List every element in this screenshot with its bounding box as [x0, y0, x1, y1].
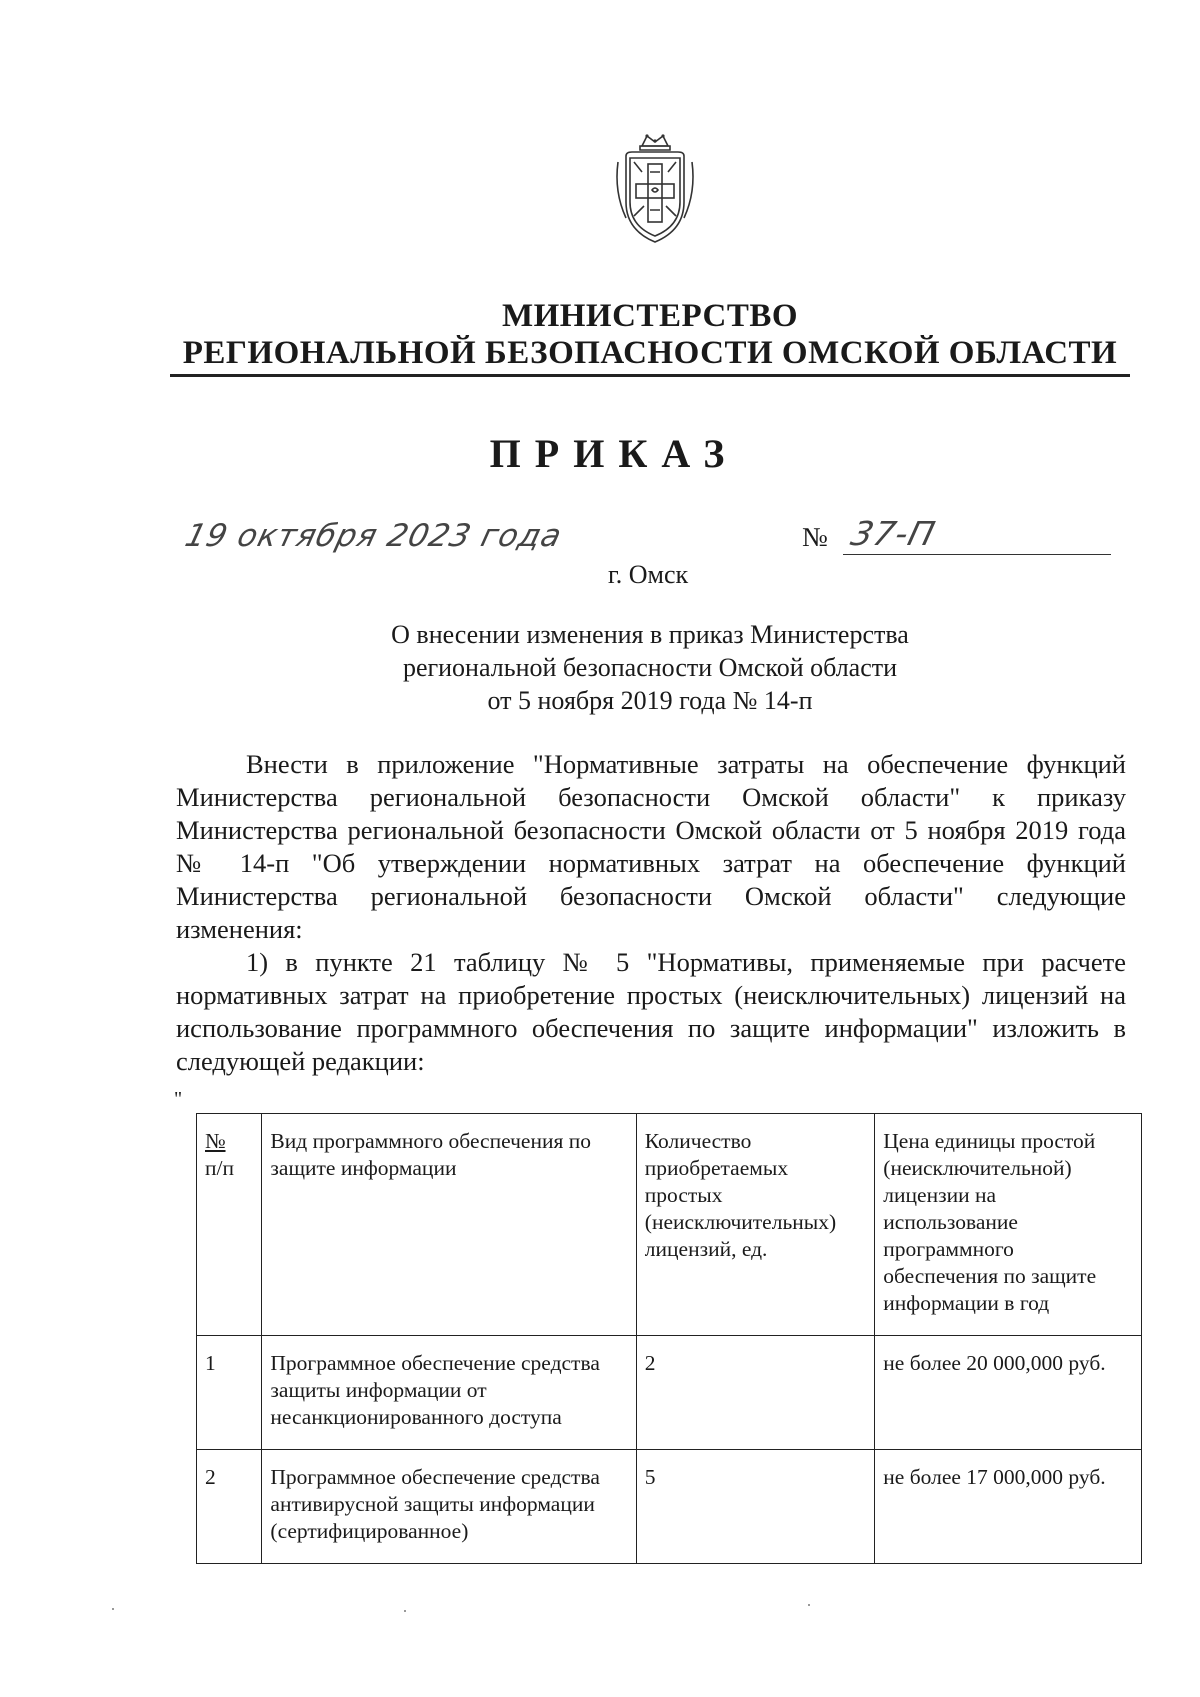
subject-line-1: О внесении изменения в приказ Министерства [391, 620, 909, 649]
row-price [875, 1336, 1142, 1450]
standards-table [196, 1113, 1142, 1564]
order-date-handwritten: 19 октября 2023 года [181, 518, 566, 554]
order-number-handwritten: 37-П [847, 514, 940, 553]
subject-line-2: региональной безопасности Омской области [402, 653, 898, 682]
order-number-line [843, 554, 1111, 555]
scan-speck [808, 1604, 810, 1606]
row-price-text: не более 17 000,000 руб. [883, 1465, 1106, 1489]
order-subject [280, 618, 1020, 717]
row-price [875, 1450, 1142, 1564]
document-title: ПРИКАЗ [489, 431, 739, 476]
header-number-abbr: п/п [205, 1156, 234, 1180]
row-number: 1 [197, 1336, 262, 1450]
header-rule [170, 374, 1130, 377]
row-type: Программное обеспечение средства антивирусной защиты информации (сертифицированное) [262, 1450, 636, 1564]
row-type: Программное обеспечение средства защиты информации от несанкционированного доступа [262, 1336, 636, 1450]
row-number: 2 [197, 1450, 262, 1564]
row-quantity: 2 [636, 1336, 875, 1450]
subject-line-3: от 5 ноября 2019 года № 14-п [487, 686, 813, 715]
table-row [197, 1450, 1142, 1564]
quote-mark: " [174, 1088, 183, 1110]
table-row [197, 1336, 1142, 1450]
coat-of-arms-icon [612, 132, 698, 248]
body-paragraph-2: 1) в пункте 21 таблицу № 5 "Нормативы, применяемые при расчете нормативных затрат на приобретение простых (неисключительных) лицензий на использование программного обеспечения по защите информации" изложить в следующей редакции: [176, 947, 1126, 1076]
order-body [176, 748, 1126, 1078]
city-name: г. Омск [608, 560, 689, 589]
header-number-sign: № [205, 1129, 226, 1153]
header-cell-number [197, 1114, 262, 1336]
header-cell-price: Цена единицы простой (неисключительной) лицензии на использование программного обеспечения по защите информации в год [875, 1114, 1142, 1336]
scan-speck [404, 1610, 406, 1612]
row-price-text: не более 20 000,000 руб. [883, 1351, 1106, 1375]
ministry-name-line2: РЕГИОНАЛЬНОЙ БЕЗОПАСНОСТИ ОМСКОЙ ОБЛАСТИ [182, 335, 1118, 371]
table-header-row [197, 1114, 1142, 1336]
row-quantity: 5 [636, 1450, 875, 1564]
ministry-name-line1: МИНИСТЕРСТВО [501, 298, 799, 334]
header-cell-quantity: Количество приобретаемых простых (неисключительных) лицензий, ед. [636, 1114, 875, 1336]
scan-speck [112, 1608, 114, 1610]
body-paragraph-1: Внести в приложение "Нормативные затраты на обеспечение функций Министерства региональной безопасности Омской области" к приказу Министерства региональной безопасности Омской области от 5 ноября 2019 года № 14-п "Об утверждении нормативных затрат на обеспечение функций Министерства региональной безопасности Омской области" следующие изменения: [176, 749, 1126, 944]
order-number-label: № [802, 522, 828, 552]
header-cell-type: Вид программного обеспечения по защите информации [262, 1114, 636, 1336]
